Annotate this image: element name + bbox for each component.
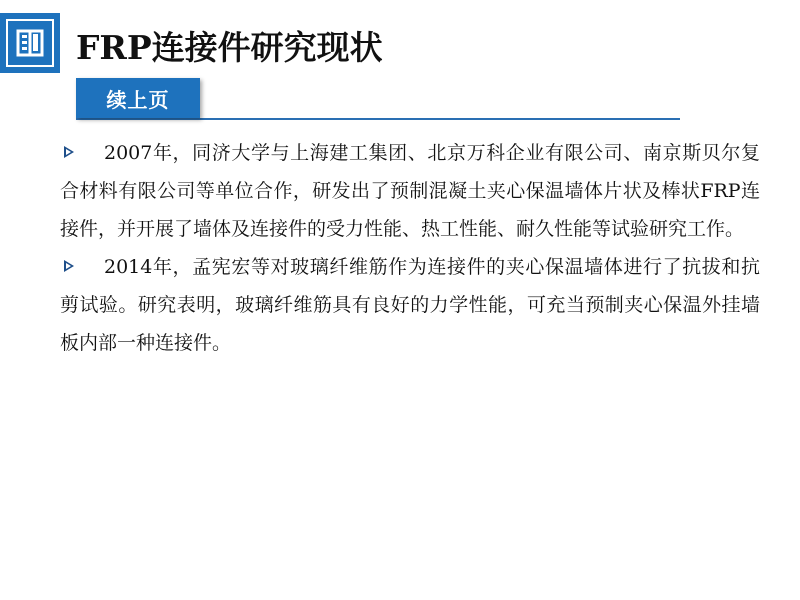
list-item-text: 2007年，同济大学与上海建工集团、北京万科企业有限公司、南京斯贝尔复合材料有限公司等单位合作，研发出了预制混凝土夹心保温墙体片状及棒状FRP连接件，并开展了墙体及连接件的受力性能、热工性能、耐久性能等试验研究工作。 <box>60 142 760 240</box>
content-body <box>60 134 760 362</box>
header-divider <box>76 118 680 120</box>
book-icon <box>15 29 45 57</box>
list-item <box>60 134 760 248</box>
logo <box>0 13 60 73</box>
logo-frame <box>6 19 54 67</box>
arrow-bullet-icon <box>64 260 74 272</box>
list-item-text: 2014年，孟宪宏等对玻璃纤维筋作为连接件的夹心保温墙体进行了抗拔和抗剪试验。研究表明，玻璃纤维筋具有良好的力学性能，可充当预制夹心保温外挂墙板内部一种连接件。 <box>60 256 760 354</box>
arrow-bullet-icon <box>64 146 74 158</box>
list-item <box>60 248 760 362</box>
continued-banner: 续上页 <box>76 78 200 118</box>
page-title: FRP连接件研究现状 <box>76 28 383 67</box>
